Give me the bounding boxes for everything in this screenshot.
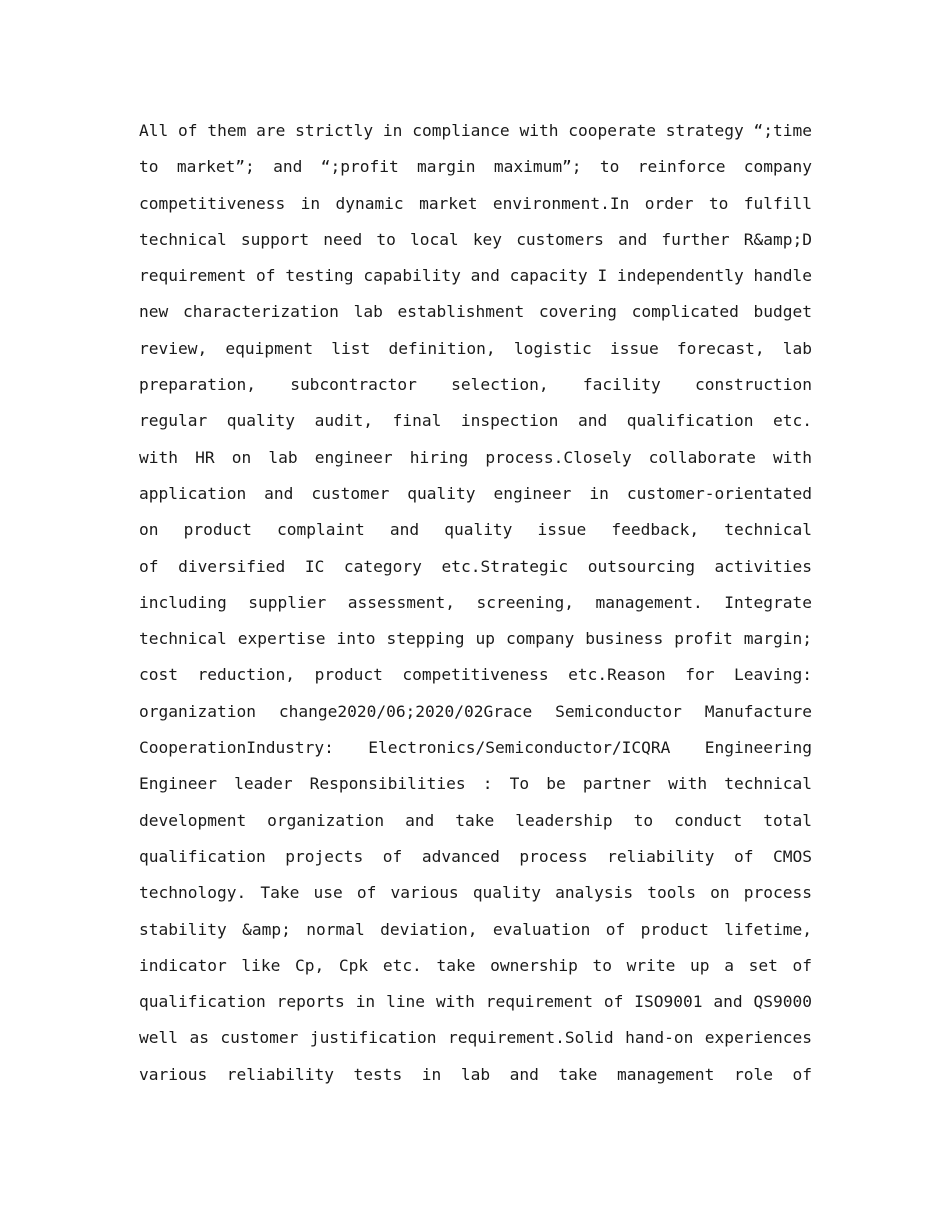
text-line: technical expertise into stepping up company business profit margin;	[139, 629, 812, 649]
text-line: qualification projects of advanced process reliability of CMOS	[139, 846, 812, 866]
text-line: technology. Take use of various quality analysis tools on process	[139, 883, 812, 903]
text-line: regular quality audit, final inspection and qualification etc.	[139, 411, 812, 431]
text-line: various reliability tests in lab and take management role of	[139, 1064, 812, 1084]
text-line: technical support need to local key customers and further R&amp;D	[139, 229, 812, 249]
text-line: competitiveness in dynamic market environment.In order to fulfill	[139, 193, 812, 213]
text-line: to market”; and “;profit margin maximum”; to reinforce company	[139, 157, 812, 177]
body-paragraph	[139, 113, 812, 1093]
text-line: including supplier assessment, screening, management. Integrate	[139, 592, 812, 612]
text-line: cost reduction, product competitiveness etc.Reason for Leaving:	[139, 665, 812, 685]
text-line: on product complaint and quality issue feedback, technical	[139, 520, 812, 540]
text-line: preparation, subcontractor selection, facility construction	[139, 375, 812, 395]
text-line: qualification reports in line with requirement of ISO9001 and QS9000	[139, 992, 812, 1012]
text-line: application and customer quality engineer in customer-orientated	[139, 483, 812, 503]
text-line: development organization and take leadership to conduct total	[139, 810, 812, 830]
text-line: stability &amp; normal deviation, evaluation of product lifetime,	[139, 919, 812, 939]
text-line: requirement of testing capability and capacity I independently handle	[139, 266, 812, 286]
text-line: of diversified IC category etc.Strategic outsourcing activities	[139, 556, 812, 576]
text-line: well as customer justification requirement.Solid hand-on experiences	[139, 1028, 812, 1048]
text-line: All of them are strictly in compliance with cooperate strategy “;time	[139, 121, 812, 140]
text-line: Engineer leader Responsibilities : To be partner with technical	[139, 774, 812, 794]
text-line: CooperationIndustry: Electronics/Semiconductor/ICQRA Engineering	[139, 738, 812, 758]
text-line: new characterization lab establishment covering complicated budget	[139, 302, 812, 322]
text-line: indicator like Cp, Cpk etc. take ownership to write up a set of	[139, 955, 812, 975]
text-line: review, equipment list definition, logistic issue forecast, lab	[139, 338, 812, 358]
text-line: organization change2020/06;2020/02Grace Semiconductor Manufacture	[139, 701, 812, 721]
text-line: with HR on lab engineer hiring process.Closely collaborate with	[139, 447, 812, 467]
